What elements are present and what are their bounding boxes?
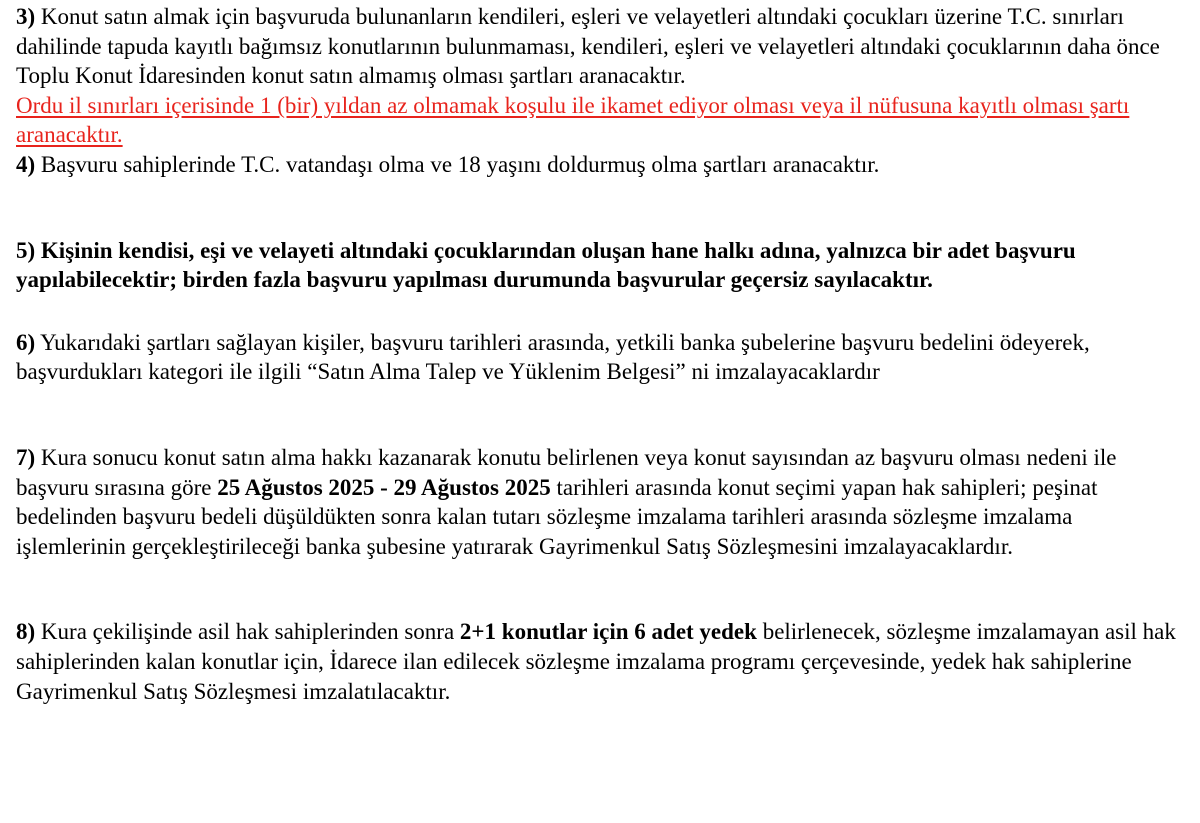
paragraph-4-text: Başvuru sahiplerinde T.C. vatandaşı olma ve 18 yaşını doldurmuş olma şartları aranacaktır. (35, 151, 880, 177)
paragraph-7-text-start: Kura sonucu konut satın alma hakkı kazanarak konutu belirlenen veya konut sayısından az başvuru olması nedeni ile başvuru sırasına göre (16, 444, 1117, 500)
paragraph-8 (16, 617, 1186, 706)
paragraph-4-number: 4) (16, 151, 36, 177)
paragraph-3-residency-requirement: Ordu il sınırları içerisinde 1 (bir) yıldan az olmamak koşulu ile ikamet ediyor olması veya il nüfusuna kayıtlı olması şartı aranacaktır. (16, 92, 1130, 148)
paragraph-3-text: Konut satın almak için başvuruda bulunanların kendileri, eşleri ve velayetleri altındaki çocukları üzerine T.C. sınırları dahilinde tapuda kayıtlı bağımsız konutlarının bulunmaması, kendileri, eşleri ve velayetleri altındaki çocuklarının daha önce Toplu Konut İdaresinden konut satın almamış olması şartları aranacaktır. (16, 4, 1160, 89)
paragraph-4 (16, 150, 1186, 180)
paragraph-7 (16, 443, 1186, 561)
paragraph-7-text-end: tarihleri arasında konut seçimi yapan hak sahipleri; peşinat bedelinden başvuru bedeli düşüldükten sonra kalan tutarı sözleşme imzalama tarihleri arasında sözleşme imzalama işlemlerinin gerçekleştirileceği banka şubesine yatırarak Gayrimenkul Satış Sözleşmesini imzalayacaklardır. (16, 474, 1098, 559)
document-body (16, 2, 1186, 706)
paragraph-5-text: 5) Kişinin kendisi, eşi ve velayeti altındaki çocuklarından oluşan hane halkı adına, yalnızca bir adet başvuru yapılabilecektir; birden fazla başvuru yapılması durumunda başvurular geçersiz sayılacaktır. (16, 237, 1076, 293)
paragraph-8-reserve-count: 2+1 konutlar için 6 adet yedek (459, 619, 757, 645)
paragraph-8-number: 8) (16, 619, 36, 645)
paragraph-6-text: Yukarıdaki şartları sağlayan kişiler, başvuru tarihleri arasında, yetkili banka şubelerine başvuru bedelini ödeyerek, başvurdukları kategori ile ilgili “Satın Alma Talep ve Yüklenim Belgesi” ni imzalayacaklardır (16, 329, 1090, 385)
paragraph-8-text-start: Kura çekilişinde asil hak sahiplerinden sonra (35, 619, 460, 645)
paragraph-3 (16, 2, 1186, 150)
paragraph-6-number: 6) (16, 329, 36, 355)
paragraph-3-number: 3) (16, 4, 36, 29)
paragraph-5 (16, 236, 1186, 295)
paragraph-8-text-end: belirlenecek, sözleşme imzalamayan asil hak sahiplerinden kalan konutlar için, İdarece ilan edilecek sözleşme imzalama programı çerçevesinde, yedek hak sahiplerine Gayrimenkul Satış Sözleşmesi imzalatılacaktır. (16, 619, 1176, 704)
paragraph-7-dates: 25 Ağustos 2025 - 29 Ağustos 2025 (217, 474, 551, 500)
paragraph-7-number: 7) (16, 444, 36, 470)
paragraph-6 (16, 328, 1186, 387)
